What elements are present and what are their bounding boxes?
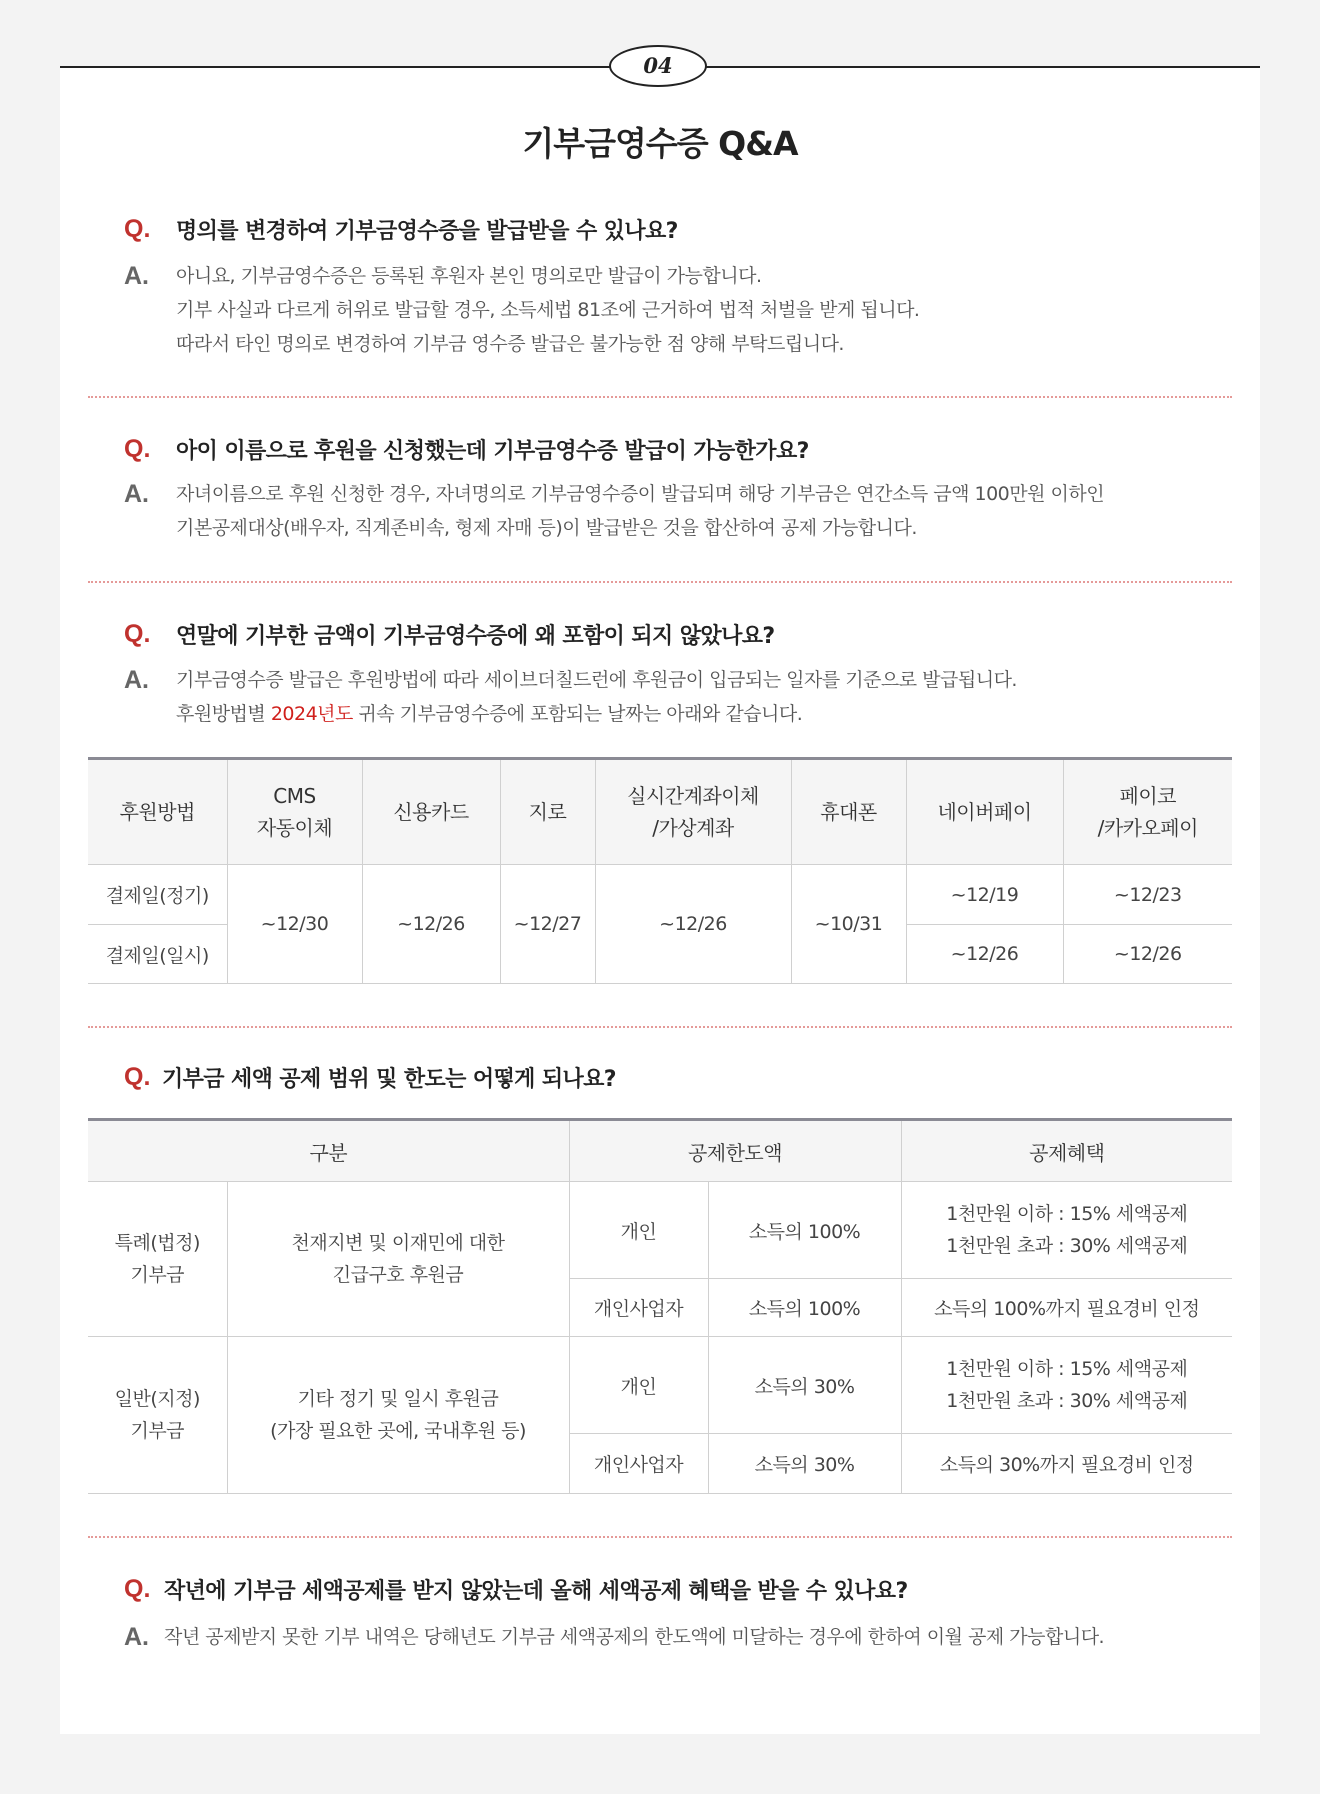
page-title: 기부금영수증 Q&A bbox=[522, 124, 798, 163]
question-text: 연말에 기부한 금액이 기부금영수증에 왜 포함이 되지 않았나요? bbox=[176, 624, 775, 649]
a-mark: A. bbox=[124, 480, 149, 508]
description-special: 천재지변 및 이재민에 대한 긴급구호 후원금 bbox=[227, 1182, 569, 1337]
cell-transfer: ~12/26 bbox=[595, 865, 791, 984]
answer-line: 따라서 타인 명의로 변경하여 기부금 영수증 발급은 불가능한 점 양해 부탁드립니다. bbox=[176, 333, 844, 355]
header-giro: 지로 bbox=[500, 759, 595, 865]
a-mark: A. bbox=[124, 666, 149, 694]
question-text: 명의를 변경하여 기부금영수증을 발급받을 수 있나요? bbox=[176, 219, 678, 244]
benefit-cell: 소득의 100%까지 필요경비 인정 bbox=[901, 1279, 1232, 1337]
header-phone: 휴대폰 bbox=[791, 759, 906, 865]
answer-line: 기본공제대상(배우자, 직계존비속, 형제 자매 등)이 발급받은 것을 합산하여 공제 가능합니다. bbox=[176, 517, 917, 539]
cell-naver-regular: ~12/19 bbox=[906, 865, 1063, 925]
benefit-cell: 1천만원 이하 : 15% 세액공제 1천만원 초과 : 30% 세액공제 bbox=[901, 1337, 1232, 1434]
answer-2 bbox=[124, 477, 1104, 545]
limit-cell: 소득의 100% bbox=[708, 1279, 901, 1337]
header-naverpay: 네이버페이 bbox=[906, 759, 1063, 865]
header-transfer: 실시간계좌이체 /가상계좌 bbox=[595, 759, 791, 865]
answer-line: 기부 사실과 다르게 허위로 발급할 경우, 소득세법 81조에 근거하여 법적 처벌을 받게 됩니다. bbox=[176, 299, 920, 321]
limit-cell: 소득의 30% bbox=[708, 1337, 901, 1434]
q-mark: Q. bbox=[124, 1063, 151, 1091]
limit-cell: 소득의 30% bbox=[708, 1434, 901, 1494]
header-payco-kakao: 페이코 /카카오페이 bbox=[1063, 759, 1232, 865]
cell-naver-once: ~12/26 bbox=[906, 925, 1063, 984]
question-text: 기부금 세액 공제 범위 및 한도는 어떻게 되나요? bbox=[162, 1067, 616, 1092]
cell-card: ~12/26 bbox=[362, 865, 500, 984]
header-card: 신용카드 bbox=[362, 759, 500, 865]
question-2 bbox=[124, 434, 809, 465]
answer-5 bbox=[124, 1620, 1104, 1654]
answer-line: 기부금영수증 발급은 후원방법에 따라 세이브더칠드런에 후원금이 입금되는 일자를 기준으로 발급됩니다. bbox=[176, 669, 1017, 691]
answer-1 bbox=[124, 259, 919, 361]
cell-phone: ~10/31 bbox=[791, 865, 906, 984]
q-mark: Q. bbox=[124, 1575, 151, 1603]
answer-line: 작년 공제받지 못한 기부 내역은 당해년도 기부금 세액공제의 한도액에 미달하는 경우에 한하여 이월 공제 가능합니다. bbox=[164, 1626, 1105, 1648]
question-5 bbox=[124, 1574, 908, 1605]
limit-cell: 소득의 100% bbox=[708, 1182, 901, 1279]
question-text: 아이 이름으로 후원을 신청했는데 기부금영수증 발급이 가능한가요? bbox=[176, 439, 809, 464]
header-limit: 공제한도액 bbox=[569, 1120, 901, 1182]
category-special: 특례(법정) 기부금 bbox=[88, 1182, 227, 1337]
benefit-cell: 소득의 30%까지 필요경비 인정 bbox=[901, 1434, 1232, 1494]
header-method: 후원방법 bbox=[88, 759, 227, 865]
deduction-table bbox=[88, 1118, 1232, 1494]
question-1 bbox=[124, 214, 678, 245]
type-individual: 개인 bbox=[569, 1182, 708, 1279]
benefit-cell: 1천만원 이하 : 15% 세액공제 1천만원 초과 : 30% 세액공제 bbox=[901, 1182, 1232, 1279]
row-label-once: 결제일(일시) bbox=[88, 925, 227, 984]
cell-giro: ~12/27 bbox=[500, 865, 595, 984]
answer-line: 후원방법별 2024년도 귀속 기부금영수증에 포함되는 날짜는 아래와 같습니다. bbox=[176, 703, 803, 725]
row-label-regular: 결제일(정기) bbox=[88, 865, 227, 925]
header-cms: CMS 자동이체 bbox=[227, 759, 362, 865]
cell-cms: ~12/30 bbox=[227, 865, 362, 984]
dotted-divider bbox=[88, 1026, 1232, 1028]
cell-payco-once: ~12/26 bbox=[1063, 925, 1232, 984]
dotted-divider bbox=[88, 396, 1232, 398]
type-individual: 개인 bbox=[569, 1337, 708, 1434]
answer-3 bbox=[124, 663, 1017, 731]
cell-payco-regular: ~12/23 bbox=[1063, 865, 1232, 925]
q-mark: Q. bbox=[124, 215, 151, 243]
description-general: 기타 정기 및 일시 후원금 (가장 필요한 곳에, 국내후원 등) bbox=[227, 1337, 569, 1494]
dotted-divider bbox=[88, 581, 1232, 583]
a-mark: A. bbox=[124, 262, 149, 290]
header-benefit: 공제혜택 bbox=[901, 1120, 1232, 1182]
question-text: 작년에 기부금 세액공제를 받지 않았는데 올해 세액공제 혜택을 받을 수 있나요? bbox=[164, 1579, 908, 1604]
question-3 bbox=[124, 619, 775, 650]
header-category: 구분 bbox=[88, 1120, 569, 1182]
answer-line: 자녀이름으로 후원 신청한 경우, 자녀명의로 기부금영수증이 발급되며 해당 기부금은 연간소득 금액 100만원 이하인 bbox=[176, 483, 1105, 505]
question-4 bbox=[124, 1062, 616, 1093]
category-general: 일반(지정) 기부금 bbox=[88, 1337, 227, 1494]
dotted-divider bbox=[88, 1536, 1232, 1538]
type-business: 개인사업자 bbox=[569, 1434, 708, 1494]
a-mark: A. bbox=[124, 1623, 149, 1651]
q-mark: Q. bbox=[124, 620, 151, 648]
page-number-badge: 04 bbox=[609, 45, 707, 87]
answer-line: 아니요, 기부금영수증은 등록된 후원자 본인 명의로만 발급이 가능합니다. bbox=[176, 265, 762, 287]
q-mark: Q. bbox=[124, 435, 151, 463]
type-business: 개인사업자 bbox=[569, 1279, 708, 1337]
payment-date-table bbox=[88, 757, 1232, 984]
highlight-year: 2024년도 bbox=[270, 703, 353, 725]
